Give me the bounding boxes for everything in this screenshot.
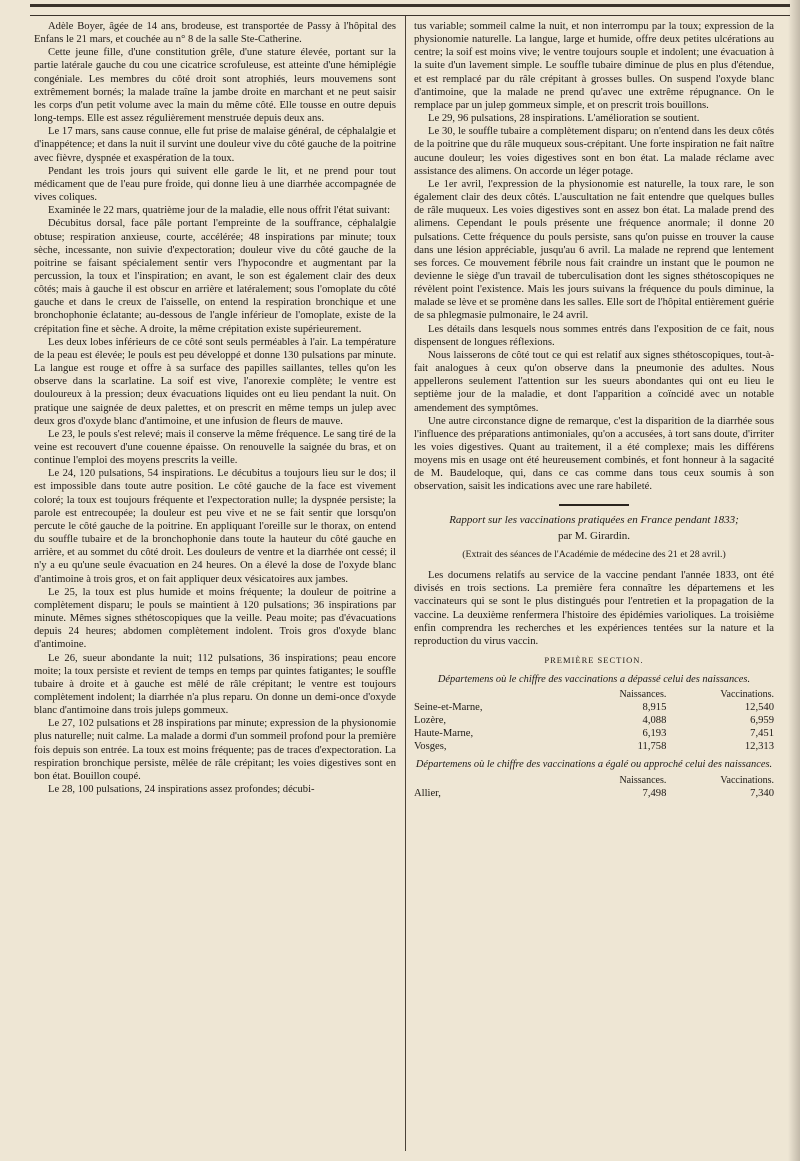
conclusion-paragraph: Une autre circonstance digne de remarque, c'est la disparition de la diarrhée sous l'influence des préparations antimoniales, qu'on a accusées, à tort sans doute, d'irriter les voies digestives. Quant au traitement, il a été complexe; mais les différens moyens mis en usage ont été heureusement combinés, et font honneur à la sagacité de M. Baudeloque, qui, dans ce cas comme dans tous ceux soumis à son observation, saisit les indications avec une rare habileté.	[414, 415, 774, 493]
right-column	[414, 20, 774, 1153]
table-row	[414, 727, 774, 740]
department-name: Lozère,	[414, 715, 447, 727]
day-24-paragraph: Le 24, 120 pulsations, 54 inspirations. Le décubitus a toujours lieu sur le dos; il est impossible dans toute autre position. Le côté gauche de la face est vivement coloré; la toux est toujours fréquente et l'expectoration nulle; la dyspnée persiste; la parole est entrecoupée; la douleur est peu vive et ne se fait sentir que lorsqu'on percute le côté gauche de la poitrine. En appliquant l'oreille sur le thorax, on entend du souffle tubaire et de la bronchophonie dans toute la hauteur du côté gauche en arrière, et au sommet du côté droit. Les douleurs de ventre et la diarrhée ont cessé; il n'y a eu qu'une seule évacuation en 24 heures. On a élevé la dose de l'oxyde blanc d'antimoine à trois gros, et on fait appliquer deux vésicatoires aux jambes.	[34, 468, 396, 585]
table-header-cell	[414, 774, 587, 787]
left-column	[34, 20, 396, 1153]
case-intro-paragraph: Adèle Boyer, âgée de 14 ans, brodeuse, est transportée de Passy à l'hôpital des Enfans le 21 mars, et couchée au n° 8 de la salle Ste-Catherine.	[34, 21, 396, 46]
births-value: 11,758	[637, 741, 667, 753]
department-name: Allier,	[414, 787, 441, 799]
vaccinations-value: 12,540	[744, 702, 774, 714]
first-days-paragraph: Pendant les trois jours qui suivent elle garde le lit, et ne prend pour tout médicament que de l'eau pure froide, qui donne lieu à une diarrhée accompagnée de vives coliques.	[34, 165, 396, 204]
vaccinations-value: 6,959	[750, 715, 774, 727]
table-header-row	[414, 774, 774, 787]
table-header-cell	[414, 688, 587, 701]
day-28-continued-paragraph: tus variable; sommeil calme la nuit, et non interrompu par la toux; expression de la physionomie naturelle. La langue, large et humide, offre deux petites ulcérations au centre; la soif est moins vive; le ventre toujours souple et indolent; une évacuation à la suite d'un lavement simple. Le souffle tubaire diminue de plus en plus d'étendue, et est remplacé par du râle crépitant à grosses bulles. On suspend l'oxyde blanc d'antimoine, que la malade ne prend qu'avec une extrême répugnance. On le remplace par un julep gommeux simple, et on prescrit trois bouillons.	[414, 21, 774, 111]
section-separator	[559, 504, 629, 506]
births-value: 6,193	[642, 728, 667, 740]
day-26-paragraph: Le 26, sueur abondante la nuit; 112 pulsations, 36 inspirations; peau encore moite; la toux persiste et revient de temps en temps par quintes fatigantes; le souffle tubaire à droite et à gauche est mêlé de râle crépitant; le ventre est toujours complètement indolent; la diarrhée n'a plus reparu. On donne un demi-once d'oxyde blanc d'antimoine dans trois juleps gommeux.	[34, 652, 396, 717]
column-divider	[405, 16, 406, 1151]
exam-findings-paragraph: Décubitus dorsal, face pâle portant l'empreinte de la souffrance, céphalalgie obtuse; respiration anxieuse, courte, accélérée; 48 inspirations par minute; toux sèche, incessante, non suivie d'expectoration; douleur vive du côté gauche de la poitrine se faisant spécialement sentir vers l'hypocondre et augmentant par la percussion, la toux et l'inspiration; en avant, le son est également clair des deux côtés; mais à gauche il est obscur en arrière et latéralement; sous l'omoplate du côté gauche et dans le creux de l'aisselle, on entend la respiration bronchique et une bronchophonie éclatante; au-dessous de l'angle inférieur de l'omoplate, existe de la crépitation fine et sèche. A droite, la même crépitation existe supérieurement.	[34, 218, 396, 335]
day-30-paragraph: Le 30, le souffle tubaire a complètement disparu; on n'entend dans les deux côtés de la poitrine que du râle muqueux sous-crépitant. Une forte inspiration ne fait naître aucune douleur; les voies digestives sont en bon état. La malade réclame avec assistance des alimens. On accorde un léger potage.	[414, 126, 774, 177]
day-29-paragraph: Le 29, 96 pulsations, 28 inspirations. L'amélioration se soutient.	[428, 113, 700, 125]
table-header-cell: Vaccinations.	[720, 689, 774, 701]
day-25-paragraph: Le 25, la toux est plus humide et moins fréquente; la douleur de poitrine a complètement disparu; le pouls se maintient à 120 pulsations; 36 inspirations par minute. Mêmes signes sthétoscopiques que la veille. Peau moite; pas d'évacuations depuis 24 heures; abdomen complètement indolent. Trois gros d'oxyde blanc d'antimoine.	[34, 586, 396, 651]
department-name: Seine-et-Marne,	[414, 702, 483, 714]
page-edge-shadow	[788, 0, 800, 1161]
vaccination-table-1	[414, 688, 774, 753]
reflection-paragraph: Les détails dans lesquels nous sommes entrés dans l'exposition de ce fait, nous dispensent de longues réflexions.	[414, 323, 774, 348]
vaccinations-value: 7,451	[750, 728, 774, 740]
vaccinations-value: 12,313	[744, 741, 774, 753]
report-intro-paragraph: Les documens relatifs au service de la vaccine pendant l'année 1833, ont été divisés en trois sections. La première fera connaître les départemens et les vaccinateurs qui se sont le plus distingués pour l'entretien et la propagation de la vaccine. La deuxième renfermera l'histoire des épidémies varioliques. La troisième enfin comprendra les recherches et les expériences tentées sur la nature et la reproduction du virus vaccin.	[414, 570, 774, 647]
april-paragraph: Le 1er avril, l'expression de la physionomie est naturelle, la toux rare, le son également clair des deux côtés. L'auscultation ne fait entendre que quelques bulles de râle muqueux. Les voies digestives sont en assez bon état. La malade prend des alimens. Cependant le pouls présente une fréquence anormale; il donne 20 pulsations. Cette fréquence du pouls persiste, sans qu'on puisse en trouver la cause dans une lésion appréciable, jusqu'au 6 avril. La malade ne reprend que lentement ses forces. Ce mouvement fébrile nous fait craindre un instant que le poumon ne devienne le siège d'un travail de tuberculisation dont les signes sthétoscopiques ne révèlent point l'existence. Mais les jours suivans la fréquence du pouls diminue, la malade se lève et se promène dans les salles. Elle sort de l'hôpital entièrement guérie de sa phlegmasie pulmonaire, le 24 avril.	[414, 178, 774, 322]
top-double-rule	[30, 4, 790, 16]
day-23-paragraph: Le 23, le pouls s'est relevé; mais il conserve la même fréquence. Le sang tiré de la veine est recouvert d'une couenne épaisse. On renouvelle la saignée du bras, et on continue l'emploi des moyens prescrits la veille.	[34, 428, 396, 467]
vaccination-table-2	[414, 774, 774, 800]
births-value: 7,498	[642, 787, 667, 799]
table-row	[414, 787, 774, 800]
day-27-paragraph: Le 27, 102 pulsations et 28 inspirations par minute; expression de la physionomie plus naturelle; nuit calme. La malade a dormi d'un sommeil profond pour la première fois depuis son entrée. La toux est moins fréquente; pas de traces d'expectoration. La respiration bronchique persiste, mêlée de râle crépitant; les voies digestives sont en bon état. Bouillon coupé.	[34, 718, 396, 782]
table1-caption: Départemens où le chiffre des vaccinations a dépassé celui des naissances.	[437, 674, 751, 686]
report-source: (Extrait des séances de l'Académie de médecine des 21 et 28 avril.)	[462, 548, 726, 560]
births-value: 8,915	[642, 702, 667, 714]
table-row	[414, 740, 774, 753]
vaccinations-value: 7,340	[750, 787, 774, 799]
report-title: Rapport sur les vaccinations pratiquées en France pendant 1833;	[449, 513, 739, 526]
table-row	[414, 714, 774, 727]
department-name: Haute-Marne,	[414, 728, 474, 740]
births-value: 4,088	[642, 715, 667, 727]
table-header-cell: Naissances.	[619, 689, 667, 701]
table-header-cell: Naissances.	[619, 774, 667, 786]
table-row	[414, 701, 774, 714]
exam-intro-paragraph: Examinée le 22 mars, quatrième jour de la maladie, elle nous offrit l'état suivant:	[48, 205, 391, 217]
case-history-paragraph: Cette jeune fille, d'une constitution grêle, d'une stature élevée, portant sur la partie latérale gauche du cou une cicatrice scrofuleuse, est atteinte d'une hémiplégie congéniale. Les membres du côté droit sont atrophiés, leurs mouvemens sont extrêmement bornés; la malade traîne la jambe droite en marchant et ne peut saisir les corps d'un petit volume avec la main du même côté. Elle tousse en outre depuis long-temps. Elle est assez régulièrement menstruée depuis deux ans.	[34, 47, 396, 125]
report-author: par M. Girardin.	[557, 529, 631, 542]
table-header-row	[414, 688, 774, 701]
section-heading: PREMIÈRE SECTION.	[544, 655, 644, 666]
treatment-paragraph: Les deux lobes inférieurs de ce côté sont seuls perméables à l'air. La température de la peau est élevée; le pouls est peu développé et donne 130 pulsations par minute. La langue est rouge et offre à sa surface des papilles saillantes, telles qu'on les observe dans la scarlatine. La soif est vive, l'anorexie complète; le ventre est douloureux à la pression; deux évacuations liquides ont eu lieu pendant la nuit. On pratique une saignée de deux palettes, et on prescrit en même temps un julep avec deux gros d'oxyde blanc d'antimoine, et une infusion de fleurs de mauve.	[34, 336, 396, 427]
table-header-cell: Vaccinations.	[720, 774, 774, 786]
department-name: Vosges,	[414, 741, 447, 753]
table2-caption: Départemens où le chiffre des vaccinations a égalé ou approché celui des naissances.	[415, 759, 773, 771]
onset-paragraph: Le 17 mars, sans cause connue, elle fut prise de malaise général, de céphalalgie et d'inappétence; et dans la nuit il survint une douleur vive du côté gauche de la poitrine avec fièvre, dyspnée et exaspération de la toux.	[34, 126, 396, 164]
stethoscopic-paragraph: Nous laisserons de côté tout ce qui est relatif aux signes sthétoscopiques, tout-à-fait analogues à ceux qu'on observe dans la pneumonie des adultes. Nous appellerons seulement l'attention sur les sueurs abondantes qui ont eu lieu le septième jour de la maladie, et dont l'apparition a coïncidé avec un notable amendement des symptômes.	[414, 349, 774, 414]
day-28-paragraph: Le 28, 100 pulsations, 24 inspirations assez profondes; décubi-	[48, 784, 315, 796]
